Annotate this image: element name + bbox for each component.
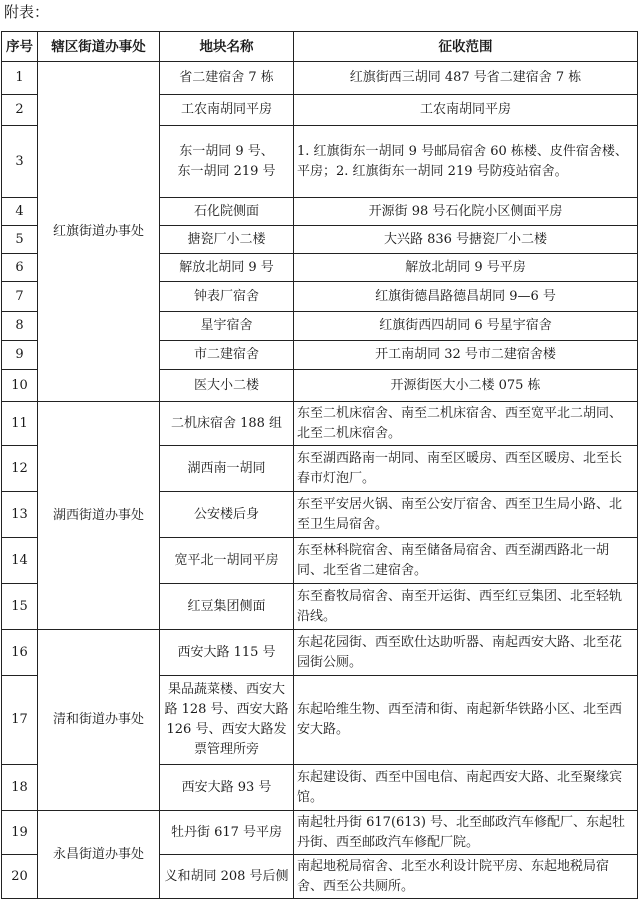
row-no: 1: [2, 62, 38, 95]
row-no: 14: [2, 538, 38, 584]
header-name: 地块名称: [160, 32, 294, 62]
row-name: 省二建宿舍 7 栋: [160, 62, 294, 95]
header-office: 辖区街道办事处: [38, 32, 160, 62]
row-no: 7: [2, 282, 38, 312]
row-scope: 南起地税局宿舍、北至水利设计院平房、东起地税局宿舍、西至公共厕所。: [294, 855, 638, 899]
row-name: 石化院侧面: [160, 198, 294, 226]
row-no: 16: [2, 630, 38, 676]
row-no: 12: [2, 446, 38, 492]
row-scope: 南起牡丹街 617(613) 号、北至邮政汽车修配厂、东起牡丹街、西至邮政汽车修配厂院。: [294, 811, 638, 855]
row-name: 钟表厂宿舍: [160, 282, 294, 312]
row-scope: 解放北胡同 9 号平房: [294, 254, 638, 282]
table-row: [2, 402, 638, 446]
row-no: 17: [2, 676, 38, 765]
row-name: 工农南胡同平房: [160, 95, 294, 126]
row-no: 4: [2, 198, 38, 226]
row-scope: 东至二机床宿舍、南至二机床宿舍、西至宽平北二胡同、北至二机床宿舍。: [294, 402, 638, 446]
row-name: 东一胡同 9 号、 东一胡同 219 号: [160, 126, 294, 198]
row-no: 18: [2, 765, 38, 811]
row-scope: 东至平安居火锅、南至公安厅宿舍、西至卫生局小路、北至卫生局宿舍。: [294, 492, 638, 538]
row-name: 西安大路 93 号: [160, 765, 294, 811]
row-scope: 东至湖西路南一胡同、南至区暖房、西至区暖房、北至长春市灯泡厂。: [294, 446, 638, 492]
row-name: 二机床宿舍 188 组: [160, 402, 294, 446]
row-no: 20: [2, 855, 38, 899]
row-name: 果品蔬菜楼、西安大路 128 号、西安大路 126 号、西安大路发票管理所旁: [160, 676, 294, 765]
row-no: 10: [2, 370, 38, 402]
row-no: 2: [2, 95, 38, 126]
header-no: 序号: [2, 32, 38, 62]
row-name: 公安楼后身: [160, 492, 294, 538]
row-no: 9: [2, 341, 38, 370]
row-no: 15: [2, 584, 38, 630]
office-cell: 永昌街道办事处: [38, 811, 160, 899]
row-scope: 东起建设街、西至中国电信、南起西安大路、北至聚缘宾馆。: [294, 765, 638, 811]
row-name: 湖西南一胡同: [160, 446, 294, 492]
row-scope: 大兴路 836 号搪瓷厂小二楼: [294, 226, 638, 254]
row-no: 19: [2, 811, 38, 855]
row-scope: 红旗街西三胡同 487 号省二建宿舍 7 栋: [294, 62, 638, 95]
row-no: 6: [2, 254, 38, 282]
row-name: 牡丹街 617 号平房: [160, 811, 294, 855]
row-scope: 开源街 98 号石化院小区侧面平房: [294, 198, 638, 226]
row-name: 解放北胡同 9 号: [160, 254, 294, 282]
row-scope: 东至畜牧局宿舍、南至开运街、西至红豆集团、北至轻轨沿线。: [294, 584, 638, 630]
table-row: [2, 630, 638, 676]
row-no: 5: [2, 226, 38, 254]
row-scope: 东至林科院宿舍、南至储备局宿舍、西至湖西路北一胡同、北至省二建宿舍。: [294, 538, 638, 584]
row-name: 西安大路 115 号: [160, 630, 294, 676]
row-scope: 1. 红旗街东一胡同 9 号邮局宿舍 60 栋楼、皮件宿舍楼、平房；2. 红旗街东一胡同 219 号防疫站宿舍。: [294, 126, 638, 198]
table-row: [2, 62, 638, 95]
row-name: 义和胡同 208 号后侧: [160, 855, 294, 899]
row-scope: 工农南胡同平房: [294, 95, 638, 126]
row-no: 11: [2, 402, 38, 446]
row-no: 8: [2, 312, 38, 341]
expropriation-table: [1, 31, 638, 899]
row-no: 13: [2, 492, 38, 538]
row-scope: 开工南胡同 32 号市二建宿舍楼: [294, 341, 638, 370]
row-name: 红豆集团侧面: [160, 584, 294, 630]
row-name: 星宇宿舍: [160, 312, 294, 341]
row-scope: 红旗街西四胡同 6 号星宇宿舍: [294, 312, 638, 341]
row-scope: 开源街医大小二楼 075 栋: [294, 370, 638, 402]
header-row: [2, 32, 638, 62]
row-name: 市二建宿舍: [160, 341, 294, 370]
office-cell: 红旗街道办事处: [38, 62, 160, 402]
row-scope: 东起花园街、西至欧仕达助听器、南起西安大路、北至花园街公厕。: [294, 630, 638, 676]
row-name: 宽平北一胡同平房: [160, 538, 294, 584]
table-row: [2, 811, 638, 855]
row-name: 医大小二楼: [160, 370, 294, 402]
office-cell: 湖西街道办事处: [38, 402, 160, 630]
office-cell: 清和街道办事处: [38, 630, 160, 811]
row-scope: 东起哈维生物、西至清和街、南起新华铁路小区、北至西安大路。: [294, 676, 638, 765]
row-scope: 红旗街德昌路德昌胡同 9—6 号: [294, 282, 638, 312]
table-caption: 附表：: [4, 3, 50, 21]
header-scope: 征收范围: [294, 32, 638, 62]
row-name: 搪瓷厂小二楼: [160, 226, 294, 254]
row-no: 3: [2, 126, 38, 198]
